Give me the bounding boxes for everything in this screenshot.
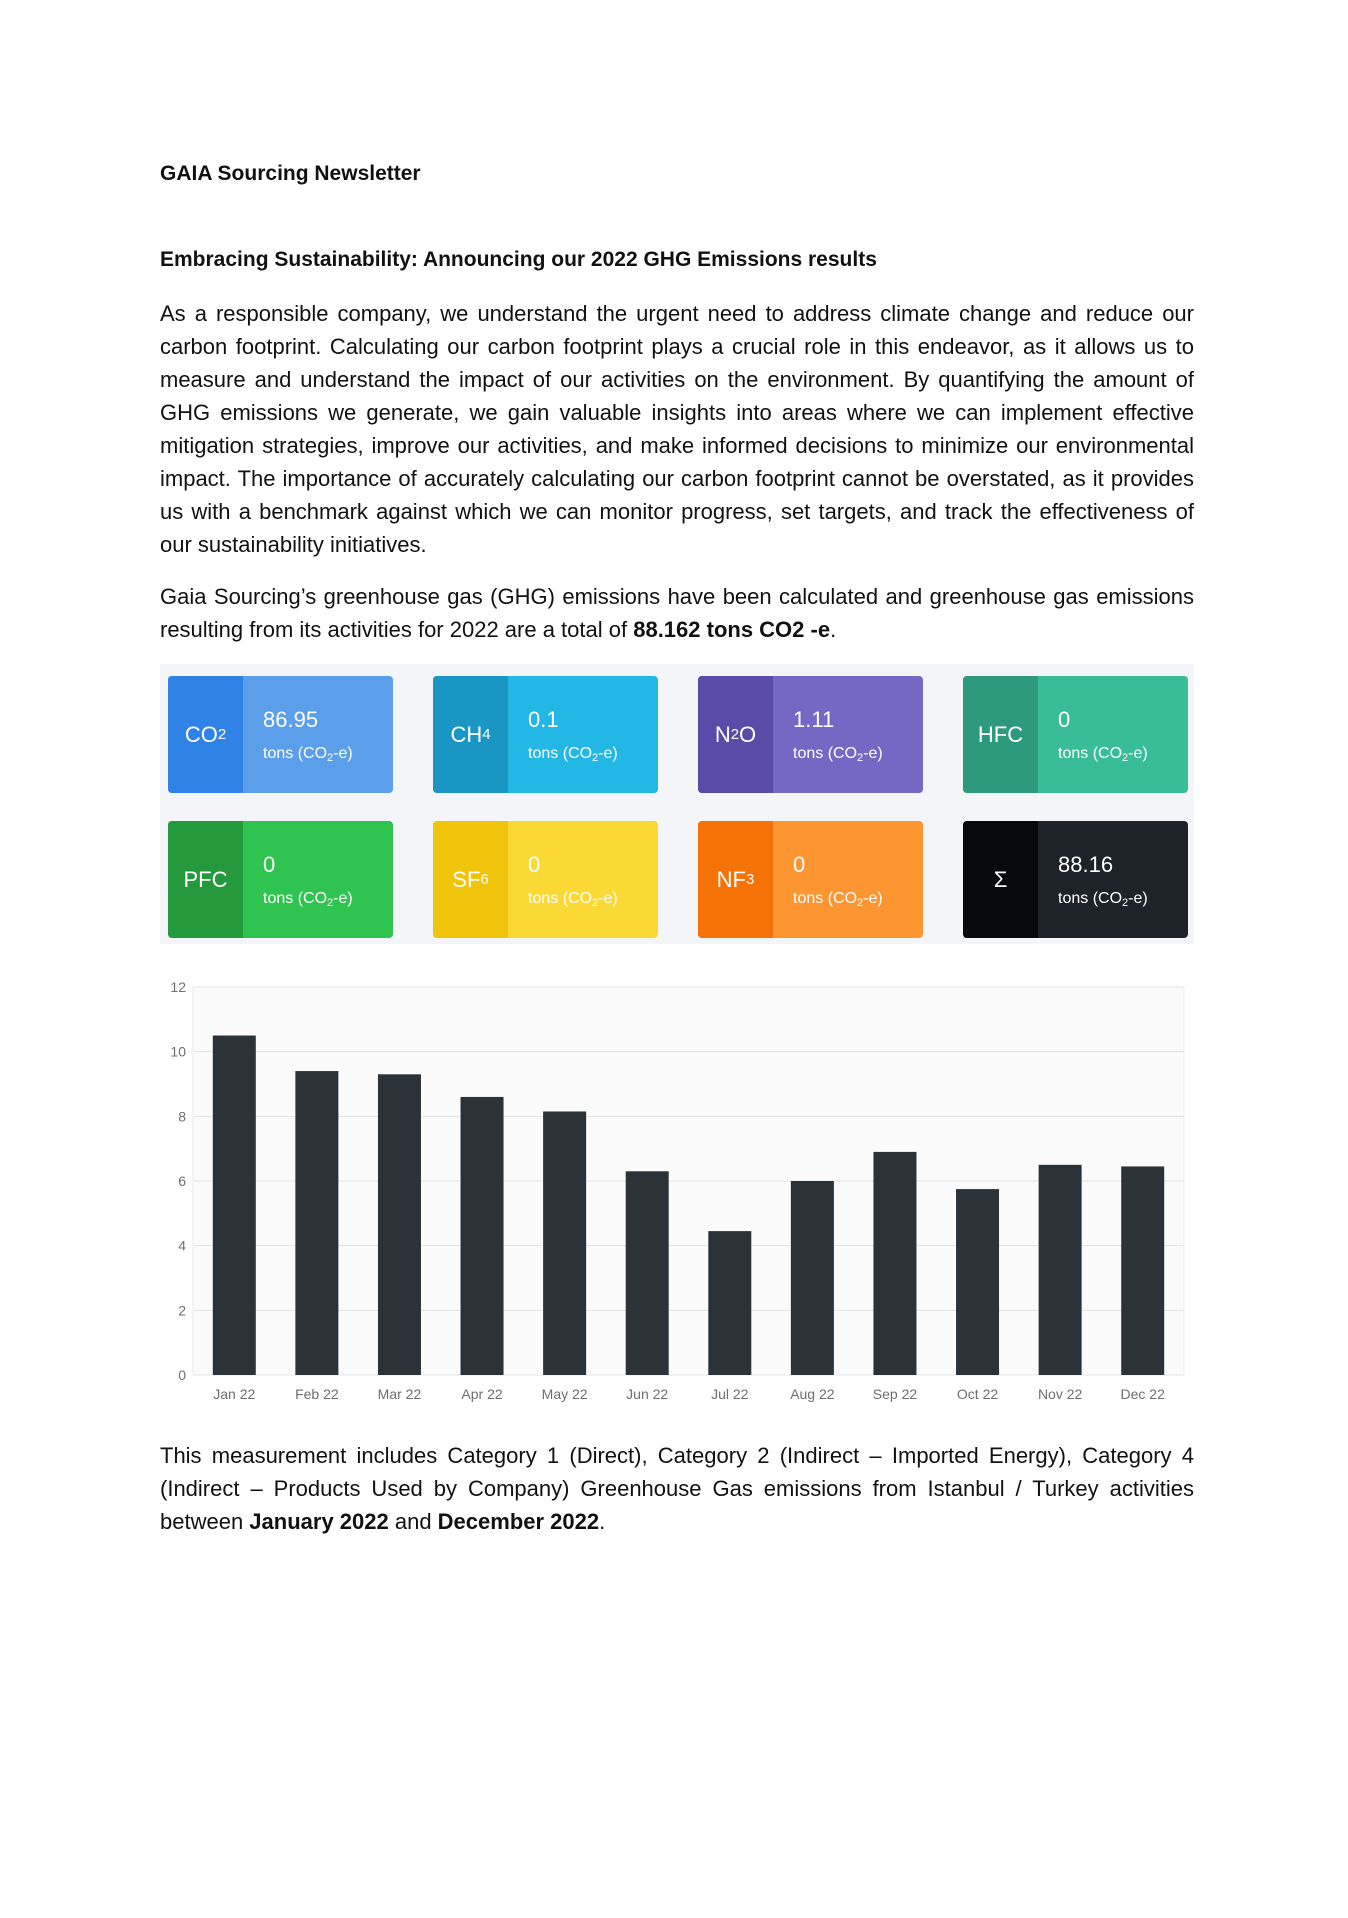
scope-end-date: December 2022: [437, 1509, 600, 1534]
y-tick-label: 2: [178, 1302, 186, 1319]
gas-symbol: HFC: [963, 676, 1038, 793]
y-tick-label: 4: [178, 1237, 186, 1254]
scope-paragraph: [160, 1439, 1194, 1538]
emission-value: 1.11: [793, 706, 835, 732]
x-tick-label: Jun 22: [626, 1386, 669, 1402]
emission-unit: tons $(CO_2-e)$: [528, 744, 618, 764]
total-paragraph: [160, 580, 1194, 646]
bar: [1039, 1165, 1082, 1375]
y-tick-label: 10: [170, 1043, 186, 1060]
emission-value: 88.16: [1058, 851, 1114, 877]
scope-start-date: January 2022: [249, 1509, 389, 1534]
bar: [626, 1171, 669, 1375]
bar: [1121, 1166, 1164, 1375]
x-tick-label: Feb 22: [295, 1386, 339, 1402]
x-tick-label: Dec 22: [1120, 1386, 1165, 1402]
bar: [956, 1189, 999, 1375]
emission-value: 86.95: [263, 706, 319, 732]
emission-unit: tons $(CO_2-e)$: [263, 889, 353, 909]
bar: [708, 1231, 751, 1375]
x-tick-label: May 22: [541, 1386, 588, 1402]
emission-card: [698, 821, 923, 938]
bar: [791, 1181, 834, 1375]
emission-card: [433, 821, 658, 938]
total-text-end: .: [830, 617, 837, 642]
emission-card: [433, 676, 658, 793]
emission-card: [963, 821, 1188, 938]
gas-symbol: CO 2: [168, 676, 243, 793]
x-tick-label: Sep 22: [872, 1386, 918, 1402]
gas-symbol: PFC: [168, 821, 243, 938]
emission-value: 0: [1058, 706, 1071, 732]
y-tick-label: 8: [178, 1108, 186, 1125]
total-value: 88.162 tons CO2 -e: [633, 617, 831, 642]
y-tick-label: 12: [170, 979, 186, 995]
bar: [295, 1071, 338, 1375]
emission-card: [963, 676, 1188, 793]
headline: Embracing Sustainability: Announcing our 2022 GHG Emissions results: [160, 248, 877, 271]
newsletter-title: GAIA Sourcing Newsletter: [160, 162, 421, 185]
scope-text-end: .: [599, 1509, 606, 1534]
intro-paragraph: As a responsible company, we understand the urgent need to address climate change and reduce our carbon footprint. Calculating our carbon footprint plays a crucial role in this endeavor, as it allows us to measure and understand the impact of our activities on the environment. By quantifying the amount of GHG emissions we generate, we gain valuable insights into areas where we can implement effective mitigation strategies, improve our activities, and make informed decisions to minimize our environmental impact. The importance of accurately calculating our carbon footprint cannot be overstated, as it provides us with a benchmark against which we can monitor progress, set targets, and track the effectiveness of our sustainability initiatives.: [160, 301, 1194, 557]
gas-symbol: N 2 O: [698, 676, 773, 793]
gas-symbol: SF 6: [433, 821, 508, 938]
emission-value: 0: [263, 851, 276, 877]
scope-text-middle: and: [388, 1509, 438, 1534]
gas-symbol: Σ: [963, 821, 1038, 938]
emission-value: 0.1: [528, 706, 559, 732]
x-tick-label: Aug 22: [790, 1386, 835, 1402]
x-tick-label: Mar 22: [377, 1386, 422, 1402]
emission-unit: tons $(CO_2-e)$: [793, 889, 883, 909]
total-text: Gaia Sourcing’s greenhouse gas (GHG) emissions have been calculated and greenhouse gas emissions resulting from its activities for 2022 are a total of: [160, 584, 1194, 642]
x-tick-label: Jul 22: [711, 1386, 749, 1402]
emission-card: [168, 676, 393, 793]
scope-text: This measurement includes Category 1 (Direct), Category 2 (Indirect – Imported Energy), Category 4 (Indirect – Products Used by Company) Greenhouse Gas emissions from Istanbul / Turkey activities between: [160, 1443, 1194, 1534]
gas-symbol: CH 4: [433, 676, 508, 793]
y-tick-label: 0: [178, 1367, 186, 1383]
emission-unit: tons $(CO_2-e)$: [528, 889, 618, 909]
monthly-emissions-chart: [160, 975, 1194, 1415]
emission-card: [698, 676, 923, 793]
x-tick-label: Oct 22: [956, 1386, 999, 1402]
emission-value: 0: [793, 851, 806, 877]
bar: [543, 1111, 586, 1375]
emissions-cards-panel: [160, 664, 1194, 944]
x-tick-label: Apr 22: [461, 1386, 503, 1402]
emission-value: 0: [528, 851, 541, 877]
gas-symbol: NF 3: [698, 821, 773, 938]
bar: [213, 1036, 256, 1376]
bar: [873, 1152, 916, 1375]
emission-unit: tons $(CO_2-e)$: [263, 744, 353, 764]
emission-unit: tons $(CO_2-e)$: [793, 744, 883, 764]
bar: [378, 1074, 421, 1375]
bar: [461, 1097, 504, 1375]
emission-unit: tons $(CO_2-e)$: [1058, 744, 1148, 764]
emission-unit: tons $(CO_2-e)$: [1058, 889, 1148, 909]
emission-card: [168, 821, 393, 938]
bar-chart-svg: [160, 975, 1194, 1415]
x-tick-label: Jan 22: [213, 1386, 256, 1402]
x-tick-label: Nov 22: [1037, 1386, 1083, 1402]
y-tick-label: 6: [178, 1173, 186, 1189]
